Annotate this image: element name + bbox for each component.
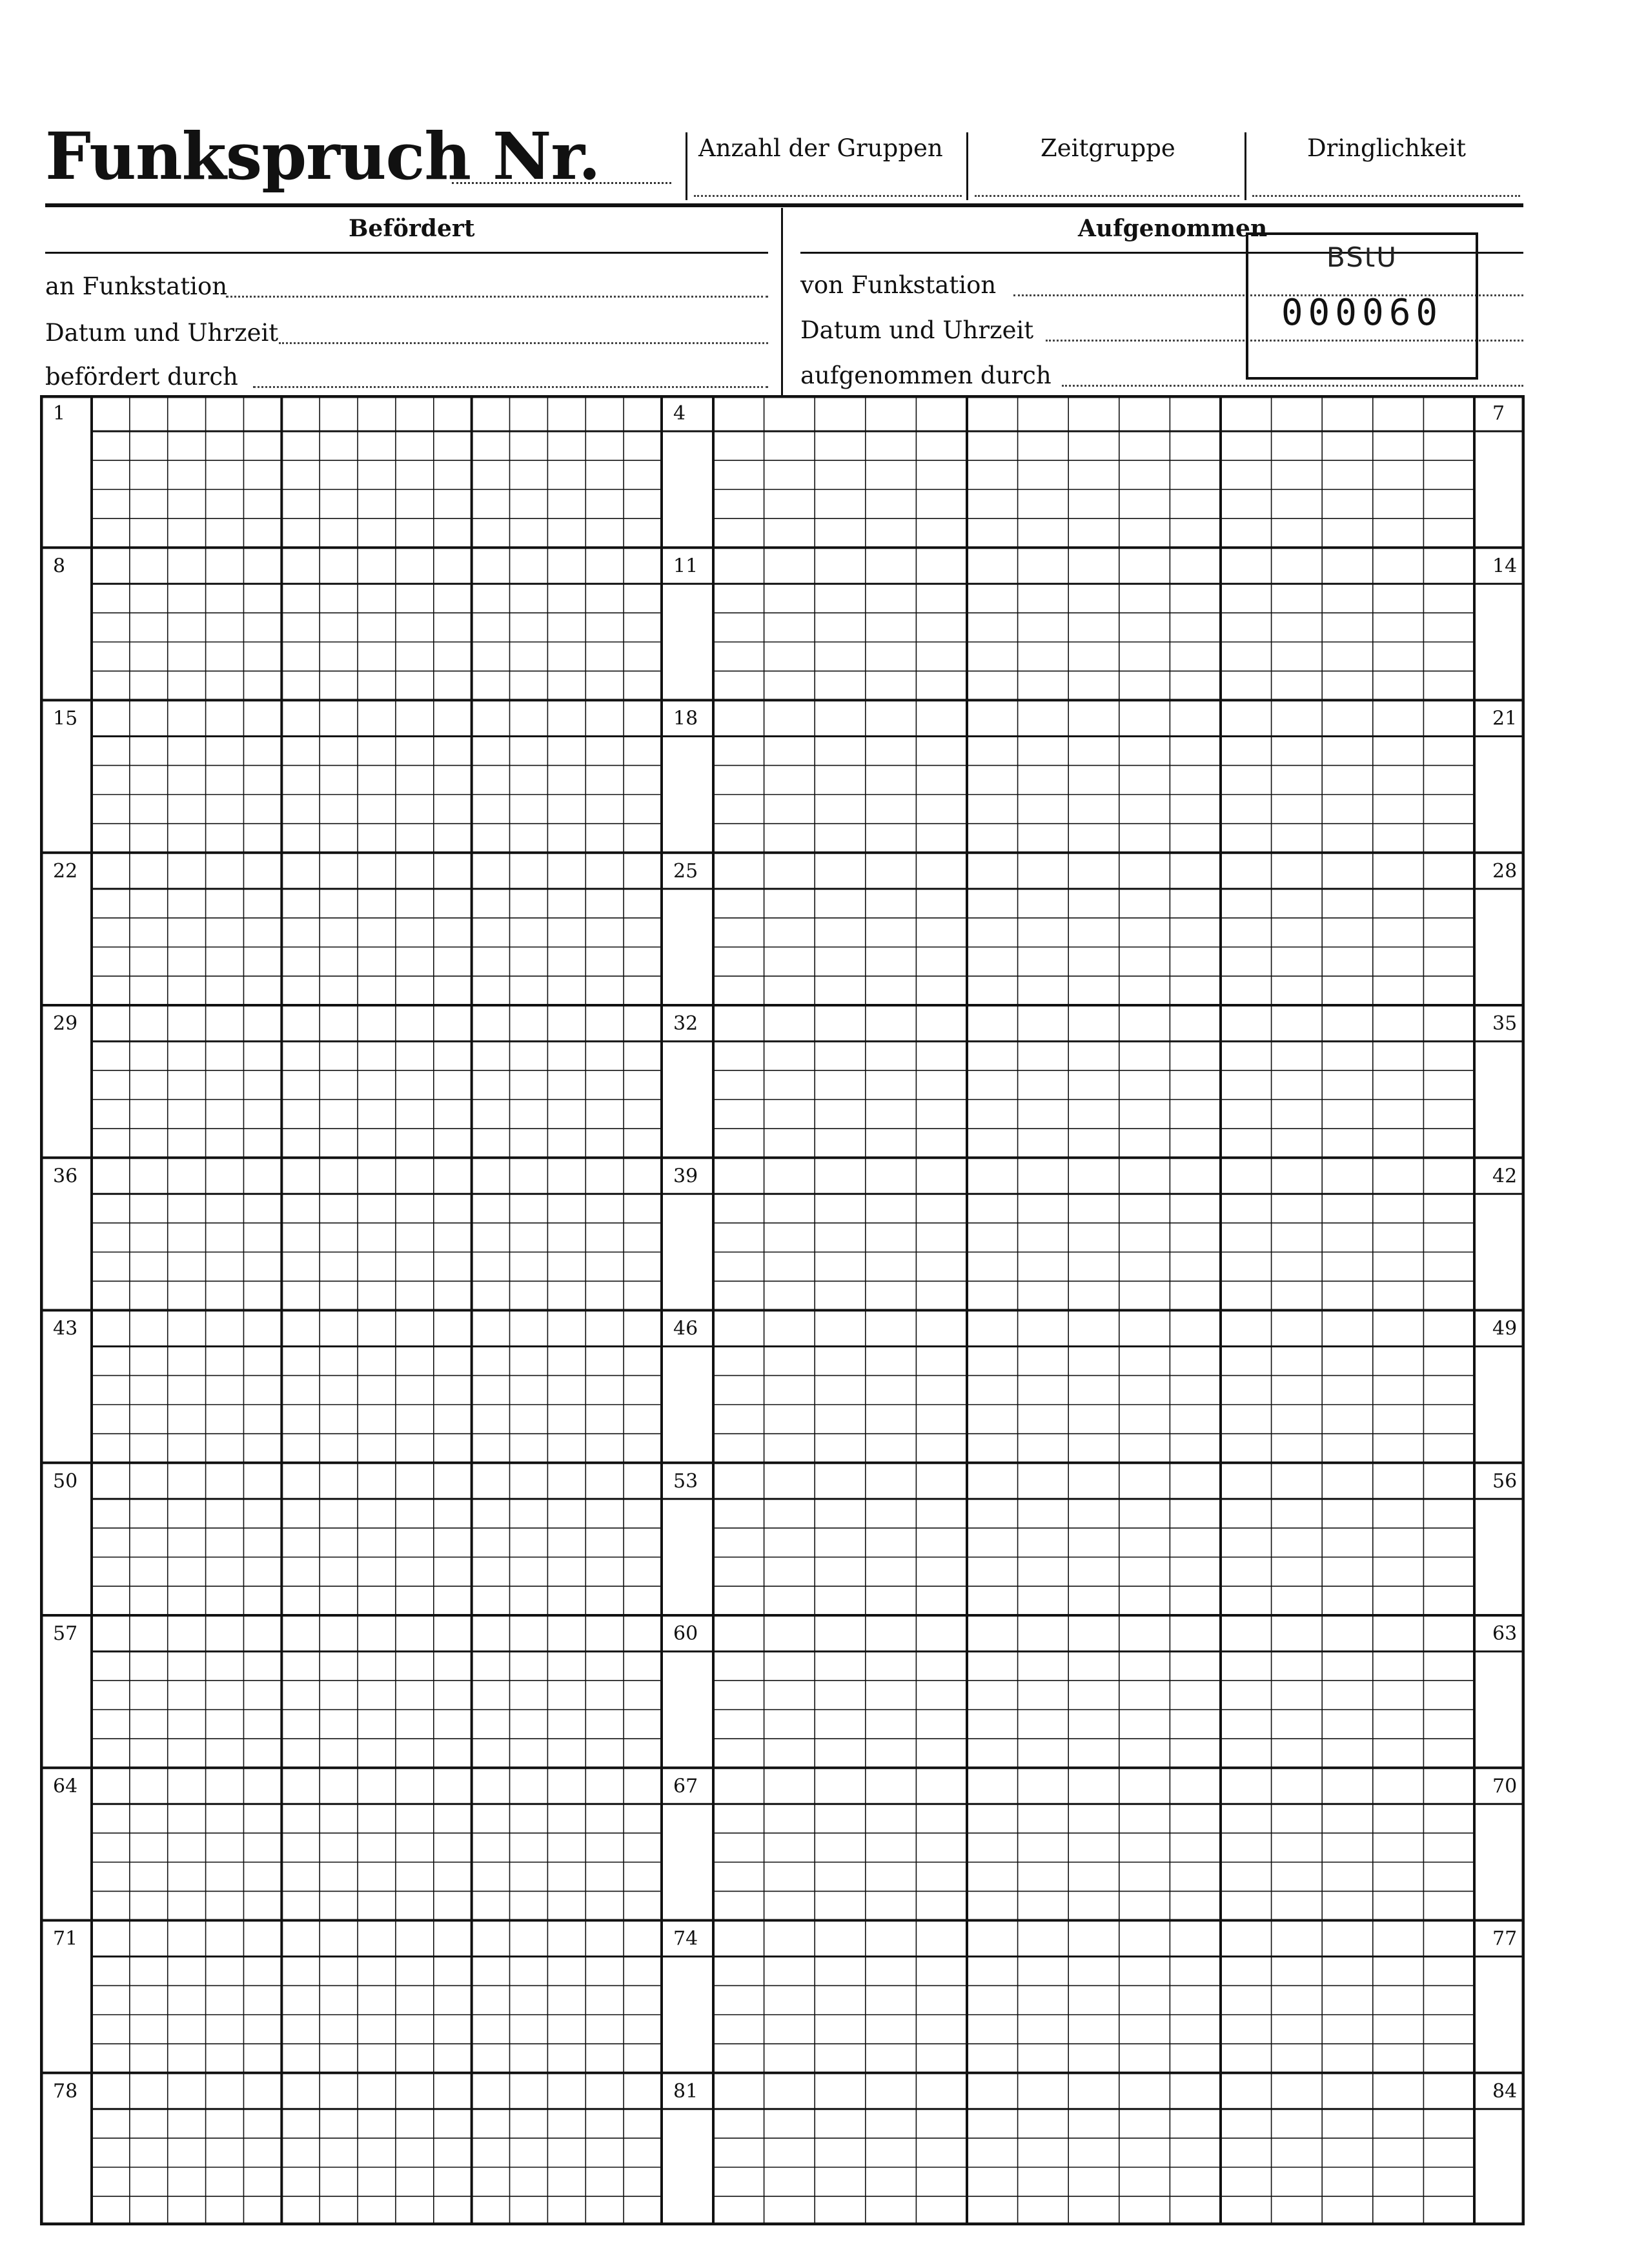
urgency-label: Dringlichkeit [1307, 134, 1466, 162]
group-number-middle: 46 [673, 1317, 698, 1340]
group-number-left: 50 [53, 1469, 78, 1493]
group-number-left: 64 [53, 1775, 78, 1798]
time-group-field[interactable] [975, 195, 1239, 197]
header-divider [1245, 132, 1246, 200]
message-grid[interactable] [40, 395, 1525, 2225]
group-number-middle: 53 [673, 1469, 698, 1493]
stamp-org-text: BStU [1326, 241, 1397, 273]
received-heading: Aufgenommen [1078, 215, 1268, 242]
sent-to-station-field[interactable] [226, 296, 768, 298]
header-divider [966, 132, 968, 200]
group-number-right: 14 [1492, 555, 1518, 578]
message-grid-svg[interactable] [40, 395, 1525, 2225]
form-number-field[interactable] [452, 182, 671, 184]
received-by-label: aufgenommen durch [800, 362, 1052, 389]
group-number-left: 22 [53, 859, 78, 883]
group-number-middle: 11 [673, 555, 698, 578]
group-number-right: 56 [1492, 1469, 1518, 1493]
sent-by-field[interactable] [253, 386, 768, 388]
sent-heading-rule [45, 252, 768, 254]
group-number-left: 57 [53, 1622, 78, 1645]
header-rule [45, 203, 1523, 207]
group-number-right: 7 [1492, 402, 1505, 425]
group-number-middle: 67 [673, 1775, 698, 1798]
group-number-middle: 39 [673, 1165, 698, 1188]
group-number-middle: 4 [673, 402, 686, 425]
group-number-left: 71 [53, 1927, 78, 1950]
group-number-middle: 74 [673, 1927, 698, 1950]
received-by-field[interactable] [1062, 385, 1523, 387]
group-number-left: 78 [53, 2079, 78, 2103]
group-number-left: 36 [53, 1165, 78, 1188]
group-number-middle: 18 [673, 707, 698, 730]
section-divider [781, 208, 783, 395]
sent-by-label: befördert durch [45, 363, 238, 391]
received-from-station-label: von Funkstation [800, 271, 997, 299]
group-number-right: 42 [1492, 1165, 1518, 1188]
groups-count-field[interactable] [694, 195, 962, 197]
group-number-middle: 60 [673, 1622, 698, 1645]
header-divider [686, 132, 687, 200]
group-number-right: 70 [1492, 1775, 1518, 1798]
group-number-right: 35 [1492, 1012, 1518, 1035]
group-number-right: 77 [1492, 1927, 1518, 1950]
urgency-field[interactable] [1252, 195, 1520, 197]
sent-datetime-field[interactable] [279, 342, 768, 344]
group-number-left: 43 [53, 1317, 78, 1340]
received-datetime-label: Datum und Uhrzeit [800, 316, 1034, 344]
group-number-middle: 25 [673, 859, 698, 883]
stamp-number: 000060 [1281, 292, 1443, 334]
groups-count-label: Anzahl der Gruppen [698, 134, 943, 162]
group-number-left: 8 [53, 555, 66, 578]
time-group-label: Zeitgruppe [1041, 134, 1175, 162]
group-number-right: 21 [1492, 707, 1518, 730]
group-number-left: 1 [53, 402, 66, 425]
sent-to-station-label: an Funkstation [45, 272, 228, 300]
form-title: Funkspruch Nr. [45, 118, 600, 194]
group-number-middle: 81 [673, 2079, 698, 2103]
sent-heading: Befördert [349, 215, 475, 242]
archive-stamp [1246, 232, 1478, 380]
group-number-left: 29 [53, 1012, 78, 1035]
group-number-right: 28 [1492, 859, 1518, 883]
group-number-middle: 32 [673, 1012, 698, 1035]
group-number-left: 15 [53, 707, 78, 730]
group-number-right: 63 [1492, 1622, 1518, 1645]
group-number-right: 84 [1492, 2079, 1518, 2103]
sent-datetime-label: Datum und Uhrzeit [45, 319, 279, 347]
group-number-right: 49 [1492, 1317, 1518, 1340]
